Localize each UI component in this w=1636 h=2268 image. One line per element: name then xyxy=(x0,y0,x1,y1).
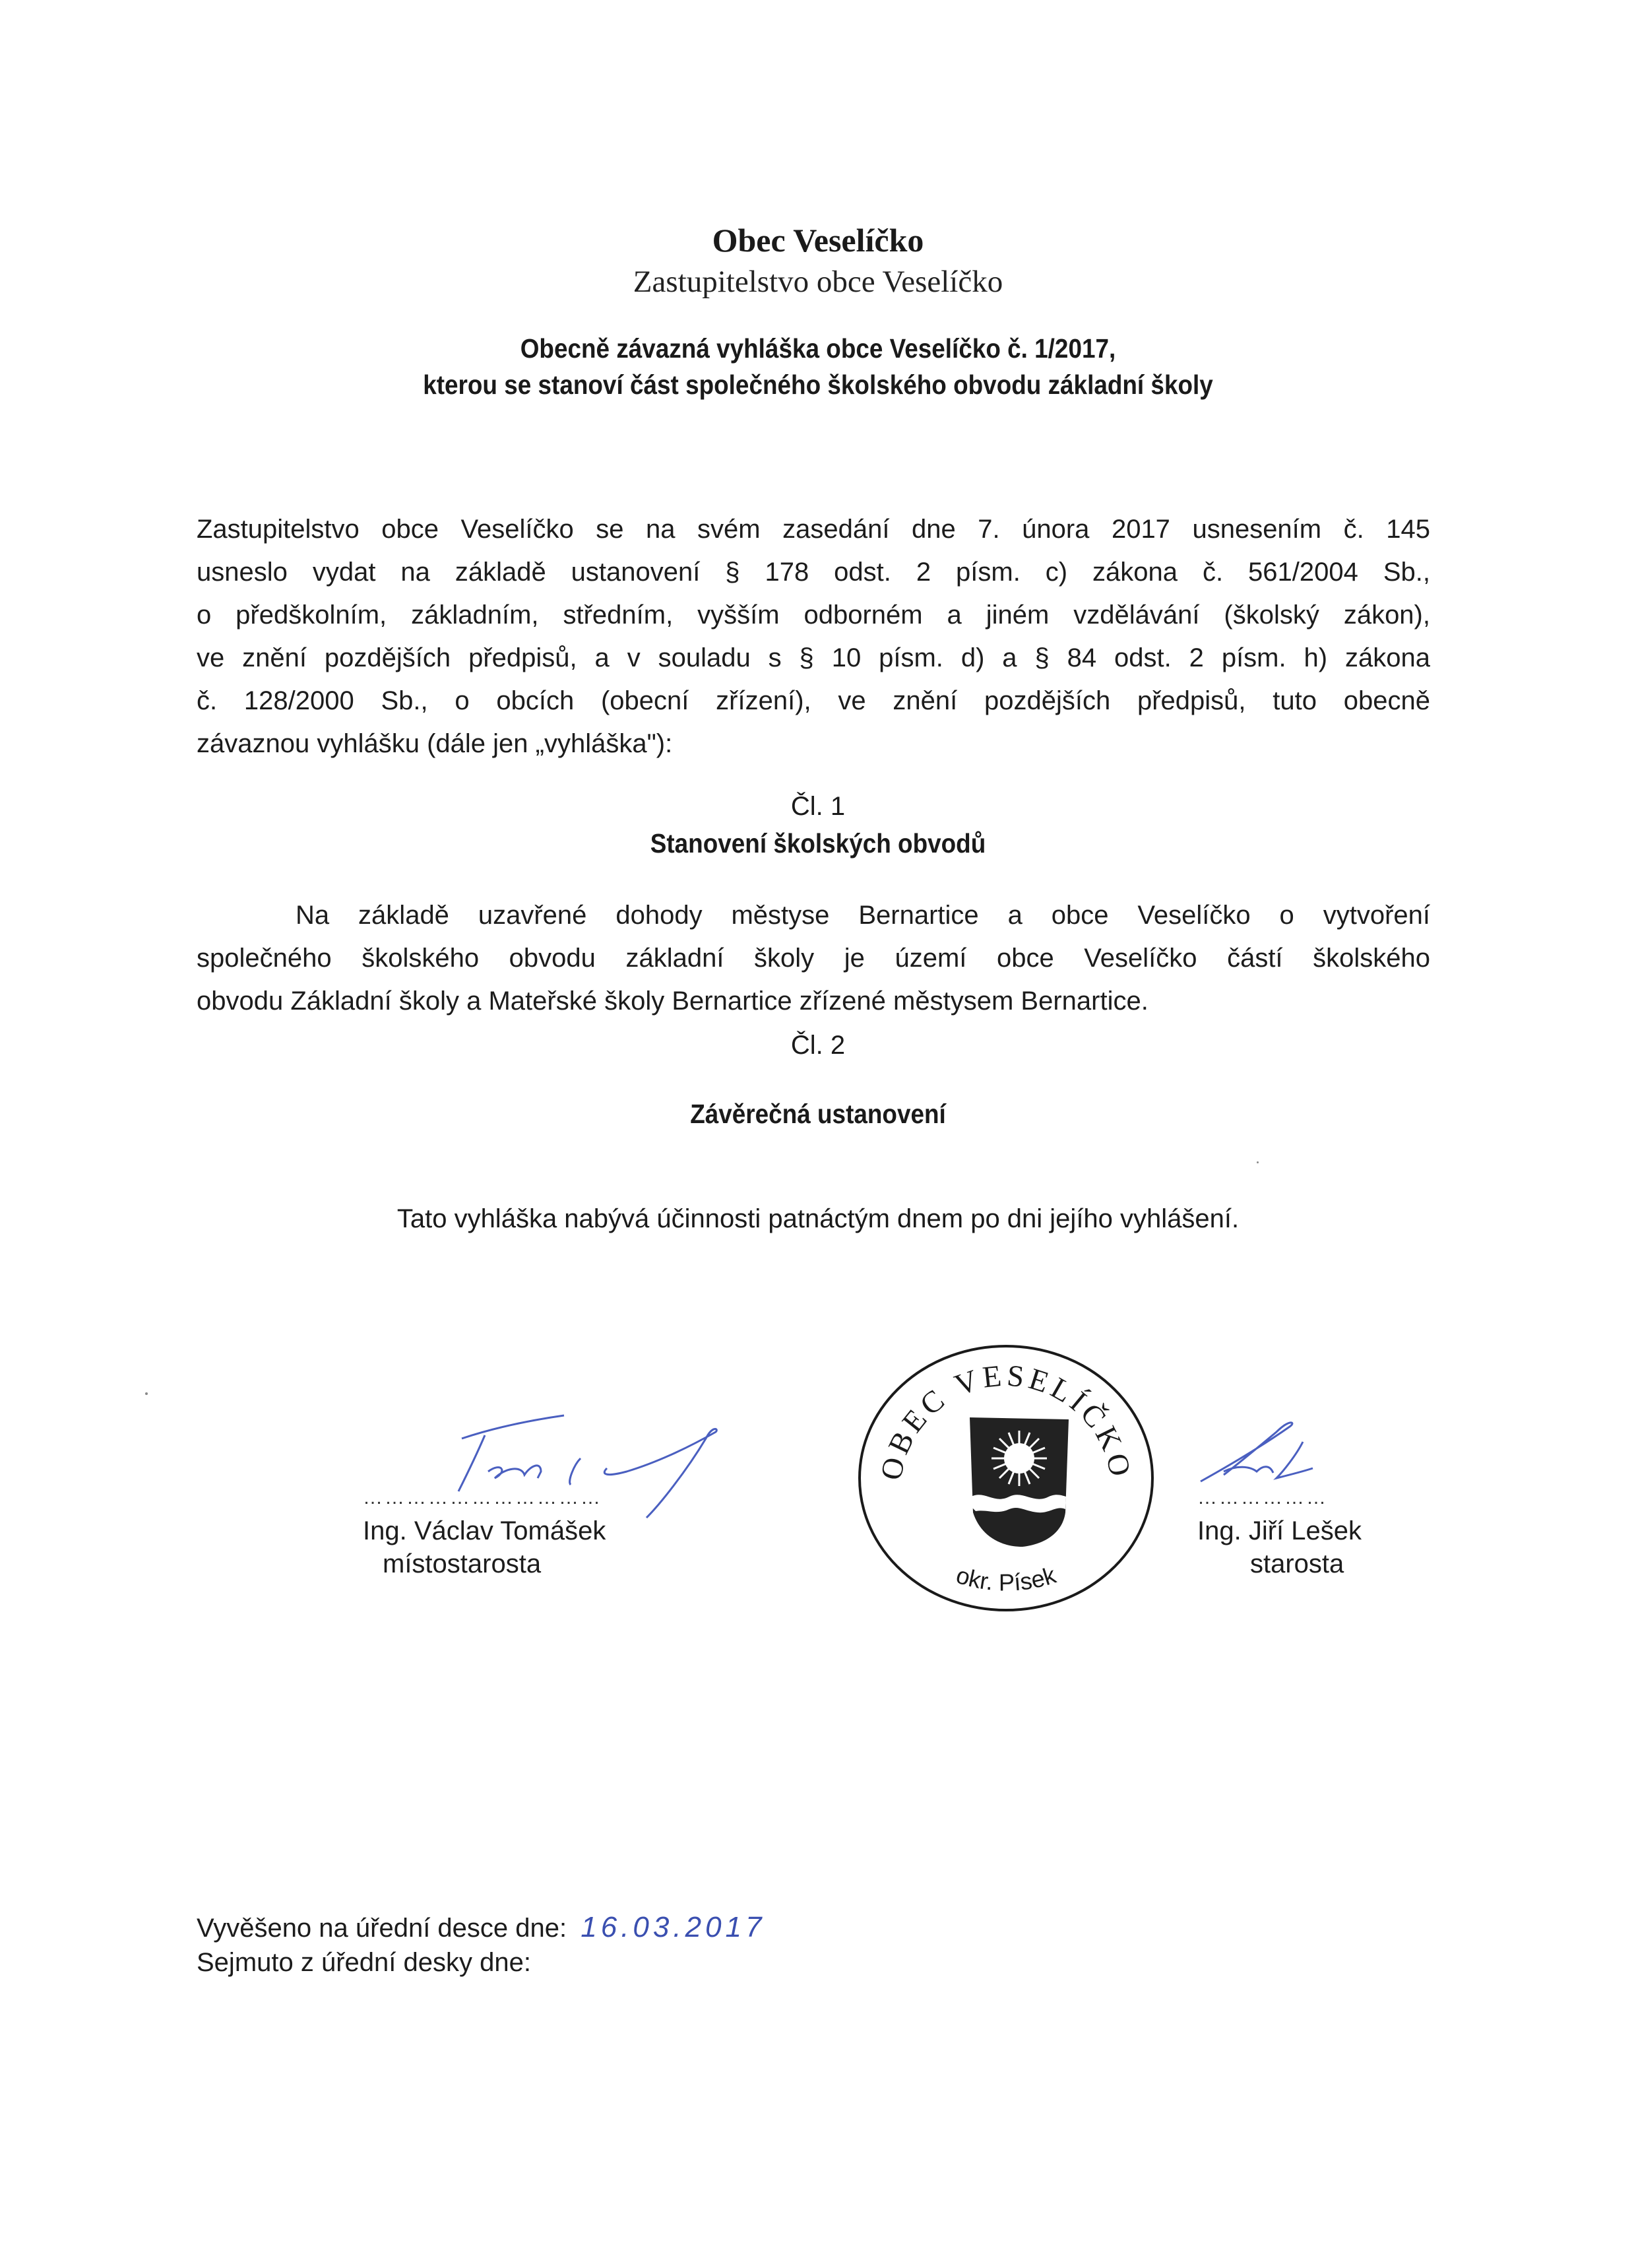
signatory-role-right: starosta xyxy=(1250,1549,1344,1578)
intro-line: Zastupitelstvo obce Veselíčko se na svém zasedání dne 7. února 2017 usnesením č. 145 xyxy=(197,515,1430,544)
article-2-title: Závěrečná ustanovení xyxy=(690,1099,946,1129)
posted-date-handwritten: 16.03.2017 xyxy=(581,1911,766,1943)
decree-title-line-1: Obecně závazná vyhláška obce Veselíčko č. 1/2017, xyxy=(520,333,1116,364)
article-2-label: Čl. 2 xyxy=(790,1031,846,1060)
article-1-label: Čl. 1 xyxy=(790,792,846,821)
stamp-bottom-text: okr. Písek xyxy=(953,1561,1059,1596)
council-name: Zastupitelstvo obce Veselíčko xyxy=(633,265,1003,299)
intro-line: ve znění pozdějších předpisů, a v souladu s § 10 písm. d) a § 84 odst. 2 písm. h) zákona xyxy=(197,643,1430,672)
scan-speck xyxy=(1257,1161,1259,1163)
signatory-name-right: Ing. Jiří Lešek xyxy=(1197,1516,1362,1545)
intro-line: závaznou vyhlášku (dále jen „vyhláška"): xyxy=(197,729,673,758)
posting-record xyxy=(197,1910,765,1980)
signature-line-left: …………………………… xyxy=(363,1487,602,1508)
intro-line: o předškolním, základním, středním, vyšším odborném a jiném vzdělávání (školský zákon), xyxy=(197,600,1430,630)
signature-block-left xyxy=(363,1481,606,1580)
decree-title-line-2: kterou se stanoví část společného školského obvodu základní školy xyxy=(423,370,1213,400)
article-2-text: Tato vyhláška nabývá účinnosti patnáctým dnem po dni jejího vyhlášení. xyxy=(396,1204,1240,1233)
signature-line-right: ……………… xyxy=(1197,1487,1328,1508)
signature-right-handwritten xyxy=(1197,1419,1329,1485)
intro-line: usneslo vydat na základě ustanovení § 178 odst. 2 písm. c) zákona č. 561/2004 Sb., xyxy=(197,558,1430,587)
posted-row xyxy=(197,1910,765,1945)
article-1-line: obvodu Základní školy a Mateřské školy Bernartice zřízené městysem Bernartice. xyxy=(197,987,1148,1016)
municipality-name: Obec Veselíčko xyxy=(712,222,924,259)
svg-text:okr. Písek xyxy=(953,1561,1060,1596)
article-1-paragraph xyxy=(197,894,1430,1023)
removed-label: Sejmuto z úřední desky dne: xyxy=(197,1948,531,1977)
official-stamp xyxy=(854,1340,1158,1617)
coat-of-arms-icon xyxy=(970,1417,1069,1547)
intro-paragraph xyxy=(197,508,1430,765)
posted-label: Vyvěšeno na úřední desce dne: xyxy=(197,1914,567,1943)
article-1-line: Na základě uzavřené dohody městyse Bernartice a obce Veselíčko o vytvoření xyxy=(296,901,1430,930)
intro-line: č. 128/2000 Sb., o obcích (obecní zřízení), ve znění pozdějších předpisů, tuto obecně xyxy=(197,686,1430,715)
signature-block-right xyxy=(1197,1481,1362,1580)
article-1-line: společného školského obvodu základní školy je území obce Veselíčko částí školského xyxy=(197,944,1430,973)
stamp-top-text: OBEC VESELÍČKO xyxy=(873,1358,1139,1483)
signatory-role-left: místostarosta xyxy=(383,1549,542,1578)
signatory-name-left: Ing. Václav Tomášek xyxy=(363,1516,606,1545)
scan-speck xyxy=(145,1392,148,1395)
article-1-title: Stanovení školských obvodů xyxy=(650,828,986,859)
